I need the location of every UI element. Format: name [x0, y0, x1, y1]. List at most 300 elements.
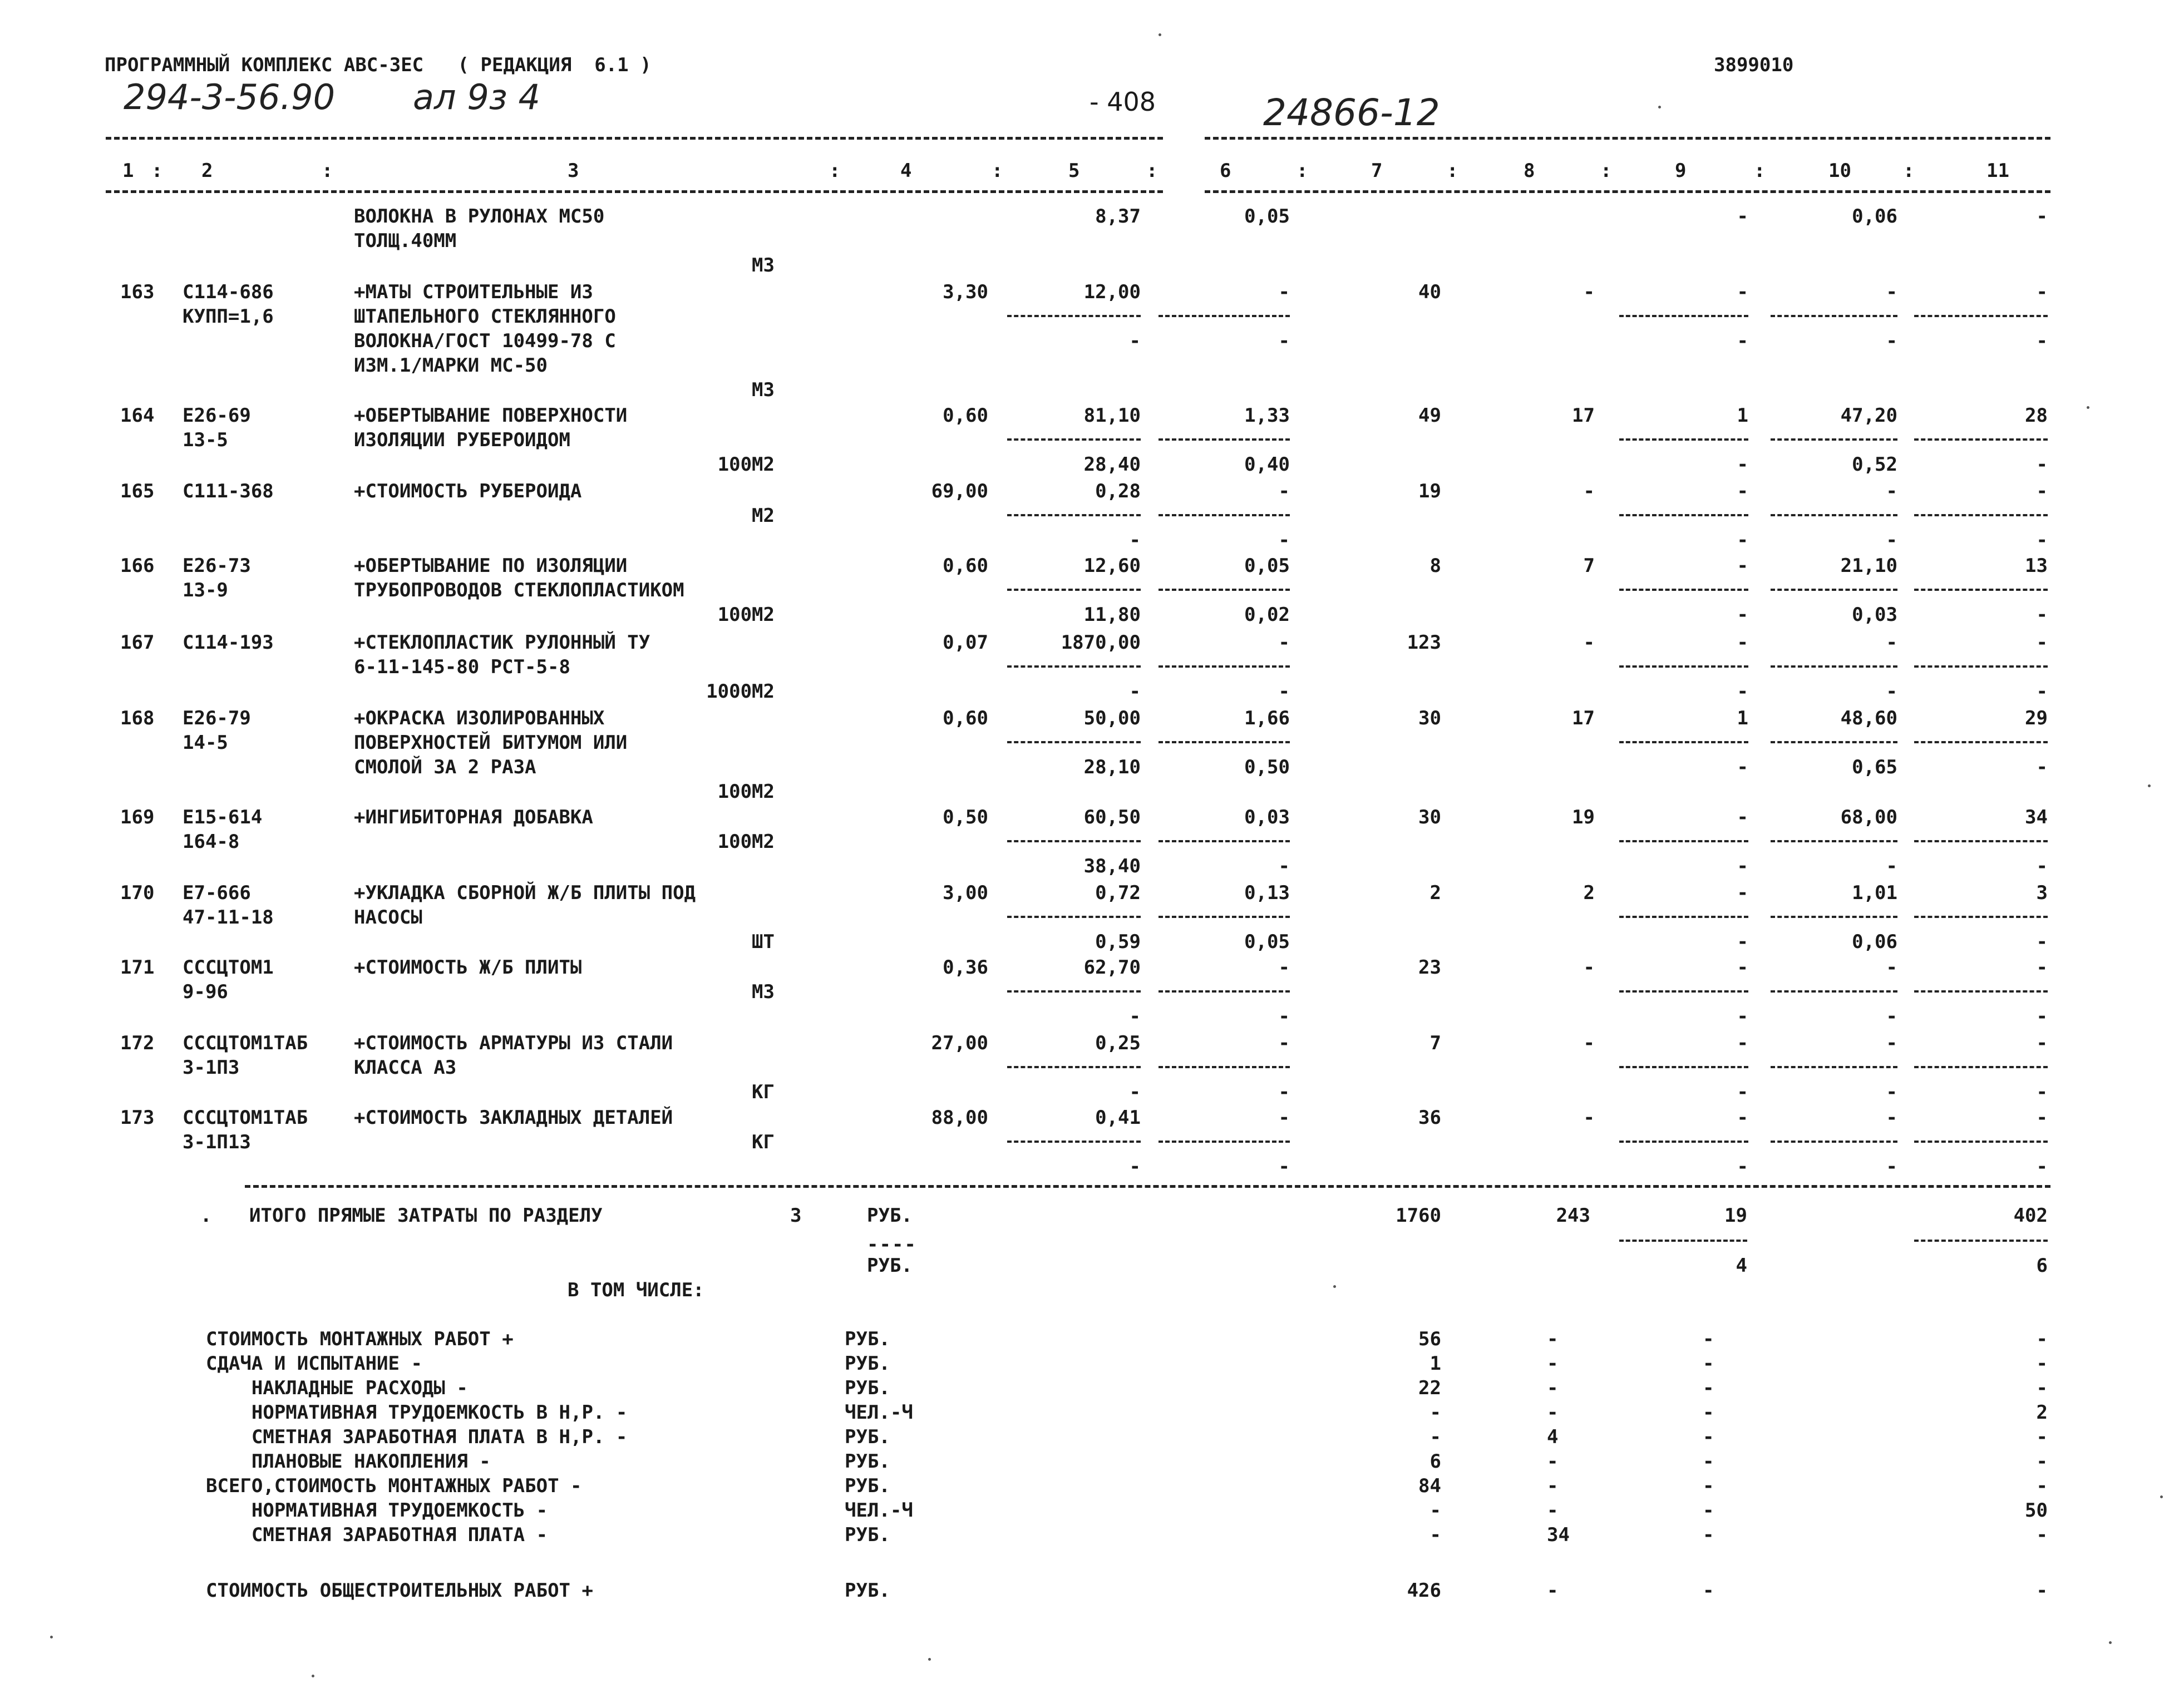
summary-col8: - — [1547, 1377, 1559, 1399]
row-c6: 1,66 — [1244, 707, 1290, 729]
row-number: 169 — [120, 806, 155, 828]
row-c9-second: - — [1737, 1005, 1748, 1028]
row-c7: 8 — [1429, 555, 1441, 577]
row-code: 14-5 — [183, 732, 228, 754]
summary-col11: - — [2036, 1475, 2048, 1497]
row-c5: 1870,00 — [1061, 631, 1141, 654]
cell-rule — [1159, 514, 1290, 516]
row-c7: 23 — [1418, 956, 1441, 979]
row-c7: 19 — [1418, 480, 1441, 502]
summary-col8: 34 — [1547, 1524, 1570, 1546]
summary-col7: 426 — [1407, 1579, 1441, 1602]
cell-rule — [1914, 1066, 2048, 1068]
row-c8: 19 — [1572, 806, 1595, 828]
row-c10: 21,10 — [1840, 555, 1897, 577]
row-quantity: 3,30 — [943, 281, 988, 303]
cell-rule — [1159, 665, 1290, 668]
cell-rule — [1771, 1141, 1897, 1143]
cell-rule — [1007, 438, 1141, 441]
row-quantity: 88,00 — [931, 1107, 988, 1129]
summary-col11: - — [2036, 1450, 2048, 1473]
total-col11-rule — [1914, 1240, 2048, 1242]
row-c11-second: - — [2036, 330, 2048, 352]
cell-rule — [1914, 514, 2048, 516]
total-bullet: . — [200, 1205, 212, 1227]
row-c10: - — [1886, 631, 1897, 654]
row-unit: М3 — [752, 254, 775, 277]
row-c8: 7 — [1583, 555, 1595, 577]
total-col9: 19 — [1724, 1205, 1747, 1227]
row-c6: 0,13 — [1244, 882, 1290, 904]
row-description: 6-11-145-80 РСТ-5-8 — [354, 656, 570, 678]
row-c5: 81,10 — [1083, 404, 1141, 427]
row-description: +СТОИМОСТЬ ЗАКЛАДНЫХ ДЕТАЛЕЙ — [354, 1107, 673, 1129]
row-c9: - — [1737, 882, 1748, 904]
summary-unit: РУБ. — [845, 1377, 890, 1399]
cell-rule — [1007, 514, 1141, 516]
cell-rule — [1771, 514, 1897, 516]
row-unit: 1000М2 — [706, 680, 775, 703]
cell-rule — [1771, 840, 1897, 842]
row-c6-second: 0,05 — [1244, 931, 1290, 953]
cell-rule — [1771, 741, 1897, 743]
row-c10-second: 0,03 — [1852, 604, 1897, 626]
cell-rule — [1914, 589, 2048, 591]
cell-rule — [1159, 438, 1290, 441]
total-top-rule — [245, 1185, 2050, 1188]
column-header: 7 — [1371, 160, 1383, 182]
column-separator: : — [1600, 160, 1612, 182]
summary-label: СТОИМОСТЬ МОНТАЖНЫХ РАБОТ + — [206, 1328, 514, 1350]
row-c11: - — [2036, 480, 2048, 502]
row-c11-second: - — [2036, 604, 2048, 626]
row-c6: 0,03 — [1244, 806, 1290, 828]
row-number: 167 — [120, 631, 155, 654]
row-c11: - — [2036, 205, 2048, 228]
row-c11: 13 — [2025, 555, 2048, 577]
cell-rule — [1007, 916, 1141, 918]
table-header-rule-left — [106, 190, 1163, 193]
total-unit-underline: ---- — [867, 1233, 917, 1256]
column-header: 4 — [900, 160, 912, 182]
row-c9-second: - — [1737, 855, 1748, 877]
row-c11: - — [2036, 631, 2048, 654]
row-unit: 100М2 — [717, 453, 775, 476]
row-c6: 1,33 — [1244, 404, 1290, 427]
row-quantity: 27,00 — [931, 1032, 988, 1054]
summary-unit: РУБ. — [845, 1475, 890, 1497]
row-number: 166 — [120, 555, 155, 577]
row-description: ШТАПЕЛЬНОГО СТЕКЛЯННОГО — [354, 305, 616, 328]
row-description: +УКЛАДКА СБОРНОЙ Ж/Б ПЛИТЫ ПОД — [354, 882, 696, 904]
cell-rule — [1007, 990, 1141, 993]
cell-rule — [1007, 1141, 1141, 1143]
summary-col8: - — [1547, 1401, 1559, 1424]
row-c8: 17 — [1572, 404, 1595, 427]
row-code: С111-368 — [183, 480, 274, 502]
row-c9: 1 — [1737, 707, 1748, 729]
summary-label: СДАЧА И ИСПЫТАНИЕ - — [206, 1352, 422, 1375]
row-description: ВОЛОКНА В РУЛОНАХ МС50 — [354, 205, 605, 228]
cell-rule — [1619, 1066, 1748, 1068]
row-code: СССЦТОМ1ТАБ — [183, 1107, 308, 1129]
row-unit: 100М2 — [717, 831, 775, 853]
cell-rule — [1771, 990, 1897, 993]
handwritten-sheet-number: 24866-12 — [1263, 91, 1440, 134]
row-c5: 12,00 — [1083, 281, 1141, 303]
row-c7: 2 — [1429, 882, 1441, 904]
row-c11-second: - — [2036, 855, 2048, 877]
table-top-rule-left — [106, 137, 1163, 140]
cell-rule — [1159, 741, 1290, 743]
row-c11: 28 — [2025, 404, 2048, 427]
row-description: ВОЛОКНА/ГОСТ 10499-78 С — [354, 330, 616, 352]
summary-label: СТОИМОСТЬ ОБЩЕСТРОИТЕЛЬНЫХ РАБОТ + — [206, 1579, 593, 1602]
summary-label: НОРМАТИВНАЯ ТРУДОЕМКОСТЬ - — [206, 1499, 548, 1522]
cell-rule — [1619, 665, 1748, 668]
program-title: ПРОГРАММНЫЙ КОМПЛЕКС АВС-3ЕС ( РЕДАКЦИЯ 6.1 ) — [105, 54, 652, 76]
cell-rule — [1771, 665, 1897, 668]
summary-col8: - — [1547, 1475, 1559, 1497]
row-c11: - — [2036, 1107, 2048, 1129]
summary-unit: ЧЕЛ.-Ч — [845, 1401, 913, 1424]
summary-col9: - — [1703, 1377, 1714, 1399]
row-c10: - — [1886, 1032, 1897, 1054]
summary-col7: - — [1429, 1401, 1441, 1424]
summary-col7: - — [1429, 1524, 1441, 1546]
row-c9: - — [1737, 631, 1748, 654]
row-c6-second: 0,50 — [1244, 756, 1290, 778]
total-unit-second: РУБ. — [867, 1255, 913, 1277]
row-c5-second: - — [1129, 1156, 1141, 1178]
summary-col7: 56 — [1418, 1328, 1441, 1350]
summary-col8: - — [1547, 1499, 1559, 1522]
summary-col11: 2 — [2036, 1401, 2048, 1424]
row-c10: - — [1886, 956, 1897, 979]
row-c5: 0,41 — [1095, 1107, 1141, 1129]
row-c11: 3 — [2036, 882, 2048, 904]
row-c10-second: - — [1886, 855, 1897, 877]
summary-col11: - — [2036, 1352, 2048, 1375]
summary-col8: - — [1547, 1352, 1559, 1375]
row-c10-second: 0,65 — [1852, 756, 1897, 778]
summary-col8: - — [1547, 1579, 1559, 1602]
summary-col9: - — [1703, 1328, 1714, 1350]
row-c6-second: - — [1278, 1156, 1290, 1178]
cell-rule — [1914, 916, 2048, 918]
row-c11-second: - — [2036, 1005, 2048, 1028]
summary-col9: - — [1703, 1352, 1714, 1375]
row-c10: 48,60 — [1840, 707, 1897, 729]
summary-label: СМЕТНАЯ ЗАРАБОТНАЯ ПЛАТА В Н,Р. - — [206, 1426, 628, 1448]
row-c6-second: - — [1278, 1005, 1290, 1028]
row-number: 163 — [120, 281, 155, 303]
row-c10-second: - — [1886, 1156, 1897, 1178]
row-c11-second: - — [2036, 680, 2048, 703]
total-section-number: 3 — [790, 1205, 802, 1227]
row-c6-second: - — [1278, 1081, 1290, 1103]
row-description: КЛАССА А3 — [354, 1057, 457, 1079]
row-c9-second: - — [1737, 931, 1748, 953]
row-code: 3-1П3 — [183, 1057, 240, 1079]
column-header: 11 — [1986, 160, 2009, 182]
row-unit: 100М2 — [717, 604, 775, 626]
cell-rule — [1914, 665, 2048, 668]
summary-unit: РУБ. — [845, 1524, 890, 1546]
handwritten-album-number: ал 9з 4 — [413, 77, 540, 117]
row-quantity: 0,60 — [943, 404, 988, 427]
summary-col8: - — [1547, 1450, 1559, 1473]
row-c5-second: - — [1129, 529, 1141, 551]
row-c6-second: - — [1278, 680, 1290, 703]
summary-col9: - — [1703, 1401, 1714, 1424]
row-code: С114-193 — [183, 631, 274, 654]
cell-rule — [1914, 1141, 2048, 1143]
summary-label: НОРМАТИВНАЯ ТРУДОЕМКОСТЬ В Н,Р. - — [206, 1401, 628, 1424]
row-c11: 34 — [2025, 806, 2048, 828]
row-c11: - — [2036, 281, 2048, 303]
row-c6-second: - — [1278, 855, 1290, 877]
cell-rule — [1619, 589, 1748, 591]
row-description: +МАТЫ СТРОИТЕЛЬНЫЕ ИЗ — [354, 281, 593, 303]
row-c5: 0,28 — [1095, 480, 1141, 502]
row-c7: 36 — [1418, 1107, 1441, 1129]
column-header: 1 — [122, 160, 134, 182]
summary-label: ВСЕГО,СТОИМОСТЬ МОНТАЖНЫХ РАБОТ - — [206, 1475, 582, 1497]
summary-col9: - — [1703, 1450, 1714, 1473]
cell-rule — [1619, 990, 1748, 993]
including-heading: В ТОМ ЧИСЛЕ: — [568, 1279, 704, 1301]
row-unit: М2 — [752, 505, 775, 527]
summary-col7: 1 — [1429, 1352, 1441, 1375]
row-c9-second: - — [1737, 756, 1748, 778]
row-c5-second: - — [1129, 330, 1141, 352]
row-c10-second: - — [1886, 1005, 1897, 1028]
row-c6: - — [1278, 1032, 1290, 1054]
row-c8: - — [1583, 956, 1595, 979]
column-separator: : — [322, 160, 333, 182]
row-description: ТОЛЩ.40ММ — [354, 230, 457, 252]
row-unit: 100М2 — [717, 781, 775, 803]
column-header: 9 — [1675, 160, 1687, 182]
summary-col7: 6 — [1429, 1450, 1441, 1473]
row-c5-second: 28,10 — [1083, 756, 1141, 778]
summary-unit: РУБ. — [845, 1352, 890, 1375]
total-col11: 402 — [2013, 1205, 2048, 1227]
row-number: 165 — [120, 480, 155, 502]
row-c11-second: - — [2036, 453, 2048, 476]
row-c10: - — [1886, 281, 1897, 303]
summary-label: СМЕТНАЯ ЗАРАБОТНАЯ ПЛАТА - — [206, 1524, 548, 1546]
document-code: 3899010 — [1714, 54, 1794, 76]
row-c11: - — [2036, 956, 2048, 979]
row-c10-second: 0,52 — [1852, 453, 1897, 476]
row-description: +ОКРАСКА ИЗОЛИРОВАННЫХ — [354, 707, 605, 729]
cell-rule — [1914, 438, 2048, 441]
summary-col11: - — [2036, 1524, 2048, 1546]
row-c10: 1,01 — [1852, 882, 1897, 904]
row-c9-second: - — [1737, 330, 1748, 352]
cell-rule — [1159, 1141, 1290, 1143]
row-c6: 0,05 — [1244, 555, 1290, 577]
row-c5-second: - — [1129, 1005, 1141, 1028]
row-c8: - — [1583, 1107, 1595, 1129]
summary-label: НАКЛАДНЫЕ РАСХОДЫ - — [206, 1377, 468, 1399]
summary-col9: - — [1703, 1579, 1714, 1602]
column-separator: : — [992, 160, 1003, 182]
row-c5-second: 0,59 — [1095, 931, 1141, 953]
row-c10-second: - — [1886, 1081, 1897, 1103]
row-c5-second: 11,80 — [1083, 604, 1141, 626]
row-c6-second: - — [1278, 330, 1290, 352]
row-c9-second: - — [1737, 604, 1748, 626]
row-description: +СТОИМОСТЬ РУБЕРОИДА — [354, 480, 582, 502]
row-number: 168 — [120, 707, 155, 729]
row-quantity: 69,00 — [931, 480, 988, 502]
row-c9: - — [1737, 956, 1748, 979]
row-c6: 0,05 — [1244, 205, 1290, 228]
row-c5-second: 38,40 — [1083, 855, 1141, 877]
summary-unit: РУБ. — [845, 1328, 890, 1350]
column-separator: : — [1903, 160, 1915, 182]
summary-col7: - — [1429, 1426, 1441, 1448]
row-description: +ОБЕРТЫВАНИЕ ПО ИЗОЛЯЦИИ — [354, 555, 628, 577]
row-c9-second: - — [1737, 680, 1748, 703]
row-c6-second: 0,02 — [1244, 604, 1290, 626]
row-code: КУПП=1,6 — [183, 305, 274, 328]
page-number: - 408 — [1090, 87, 1156, 117]
cell-rule — [1771, 438, 1897, 441]
summary-col9: - — [1703, 1499, 1714, 1522]
summary-col8: 4 — [1547, 1426, 1559, 1448]
total-col8: 243 — [1556, 1205, 1590, 1227]
row-c10-second: 0,06 — [1852, 931, 1897, 953]
row-c11-second: - — [2036, 1081, 2048, 1103]
row-c9: - — [1737, 1107, 1748, 1129]
summary-col8: - — [1547, 1328, 1559, 1350]
row-c6-second: - — [1278, 529, 1290, 551]
row-c7: 30 — [1418, 707, 1441, 729]
row-c9: - — [1737, 1032, 1748, 1054]
row-c10-second: - — [1886, 680, 1897, 703]
row-c9-second: - — [1737, 1156, 1748, 1178]
row-unit: М3 — [752, 379, 775, 401]
row-description: ТРУБОПРОВОДОВ СТЕКЛОПЛАСТИКОМ — [354, 579, 684, 601]
row-quantity: 3,00 — [943, 882, 988, 904]
row-c5: 0,72 — [1095, 882, 1141, 904]
total-col9-second: 4 — [1736, 1255, 1747, 1277]
cell-rule — [1771, 916, 1897, 918]
row-number: 164 — [120, 404, 155, 427]
row-c6: - — [1278, 631, 1290, 654]
cell-rule — [1914, 840, 2048, 842]
cell-rule — [1159, 990, 1290, 993]
row-c5-second: - — [1129, 1081, 1141, 1103]
column-separator: : — [151, 160, 163, 182]
row-code: Е26-79 — [183, 707, 251, 729]
row-c11-second: - — [2036, 931, 2048, 953]
row-number: 173 — [120, 1107, 155, 1129]
row-description: НАСОСЫ — [354, 906, 422, 929]
cell-rule — [1619, 741, 1748, 743]
cell-rule — [1619, 514, 1748, 516]
total-unit: РУБ. — [867, 1205, 913, 1227]
row-c9-second: - — [1737, 453, 1748, 476]
row-description: ИЗОЛЯЦИИ РУБЕРОИДОМ — [354, 429, 570, 451]
summary-label: ПЛАНОВЫЕ НАКОПЛЕНИЯ - — [206, 1450, 491, 1473]
row-code: 47-11-18 — [183, 906, 274, 929]
cell-rule — [1007, 1066, 1141, 1068]
row-c10-second: - — [1886, 529, 1897, 551]
row-description: +СТЕКЛОПЛАСТИК РУЛОННЫЙ ТУ — [354, 631, 650, 654]
row-c11: - — [2036, 1032, 2048, 1054]
row-c9: - — [1737, 555, 1748, 577]
row-c8: - — [1583, 480, 1595, 502]
table-top-rule-right — [1205, 137, 2050, 140]
row-c10: 68,00 — [1840, 806, 1897, 828]
cell-rule — [1619, 916, 1748, 918]
row-code: 164-8 — [183, 831, 240, 853]
row-c5: 50,00 — [1083, 707, 1141, 729]
summary-col11: 50 — [2025, 1499, 2048, 1522]
column-header: 3 — [568, 160, 579, 182]
cell-rule — [1007, 589, 1141, 591]
row-unit: ШТ — [752, 931, 775, 953]
row-unit: КГ — [752, 1131, 775, 1153]
column-header: 5 — [1068, 160, 1080, 182]
row-c6: - — [1278, 1107, 1290, 1129]
row-number: 172 — [120, 1032, 155, 1054]
cell-rule — [1619, 315, 1748, 317]
row-number: 171 — [120, 956, 155, 979]
total-col9-rule — [1619, 1240, 1747, 1242]
summary-col9: - — [1703, 1475, 1714, 1497]
row-c7: 49 — [1418, 404, 1441, 427]
row-code: 3-1П13 — [183, 1131, 251, 1153]
summary-col11: - — [2036, 1377, 2048, 1399]
row-code: СССЦТОМ1ТАБ — [183, 1032, 308, 1054]
row-c9: 1 — [1737, 404, 1748, 427]
row-c10: - — [1886, 480, 1897, 502]
column-header: 10 — [1828, 160, 1851, 182]
column-separator: : — [1297, 160, 1308, 182]
cell-rule — [1771, 589, 1897, 591]
row-c6: - — [1278, 480, 1290, 502]
row-c9: - — [1737, 480, 1748, 502]
row-c6-second: 0,40 — [1244, 453, 1290, 476]
cell-rule — [1007, 741, 1141, 743]
summary-col11: - — [2036, 1426, 2048, 1448]
row-description: +ОБЕРТЫВАНИЕ ПОВЕРХНОСТИ — [354, 404, 628, 427]
cell-rule — [1007, 840, 1141, 842]
row-description: +СТОИМОСТЬ Ж/Б ПЛИТЫ — [354, 956, 582, 979]
cell-rule — [1007, 665, 1141, 668]
cell-rule — [1159, 840, 1290, 842]
cell-rule — [1007, 315, 1141, 317]
row-c9-second: - — [1737, 1081, 1748, 1103]
total-col11-second: 6 — [2036, 1255, 2048, 1277]
row-c5: 62,70 — [1083, 956, 1141, 979]
row-c5-second: 28,40 — [1083, 453, 1141, 476]
row-c10-second: - — [1886, 330, 1897, 352]
summary-unit: РУБ. — [845, 1426, 890, 1448]
row-c10: 47,20 — [1840, 404, 1897, 427]
column-separator: : — [1754, 160, 1766, 182]
row-code: 9-96 — [183, 981, 228, 1003]
row-number: 170 — [120, 882, 155, 904]
column-separator: : — [829, 160, 841, 182]
row-c10: 0,06 — [1852, 205, 1897, 228]
